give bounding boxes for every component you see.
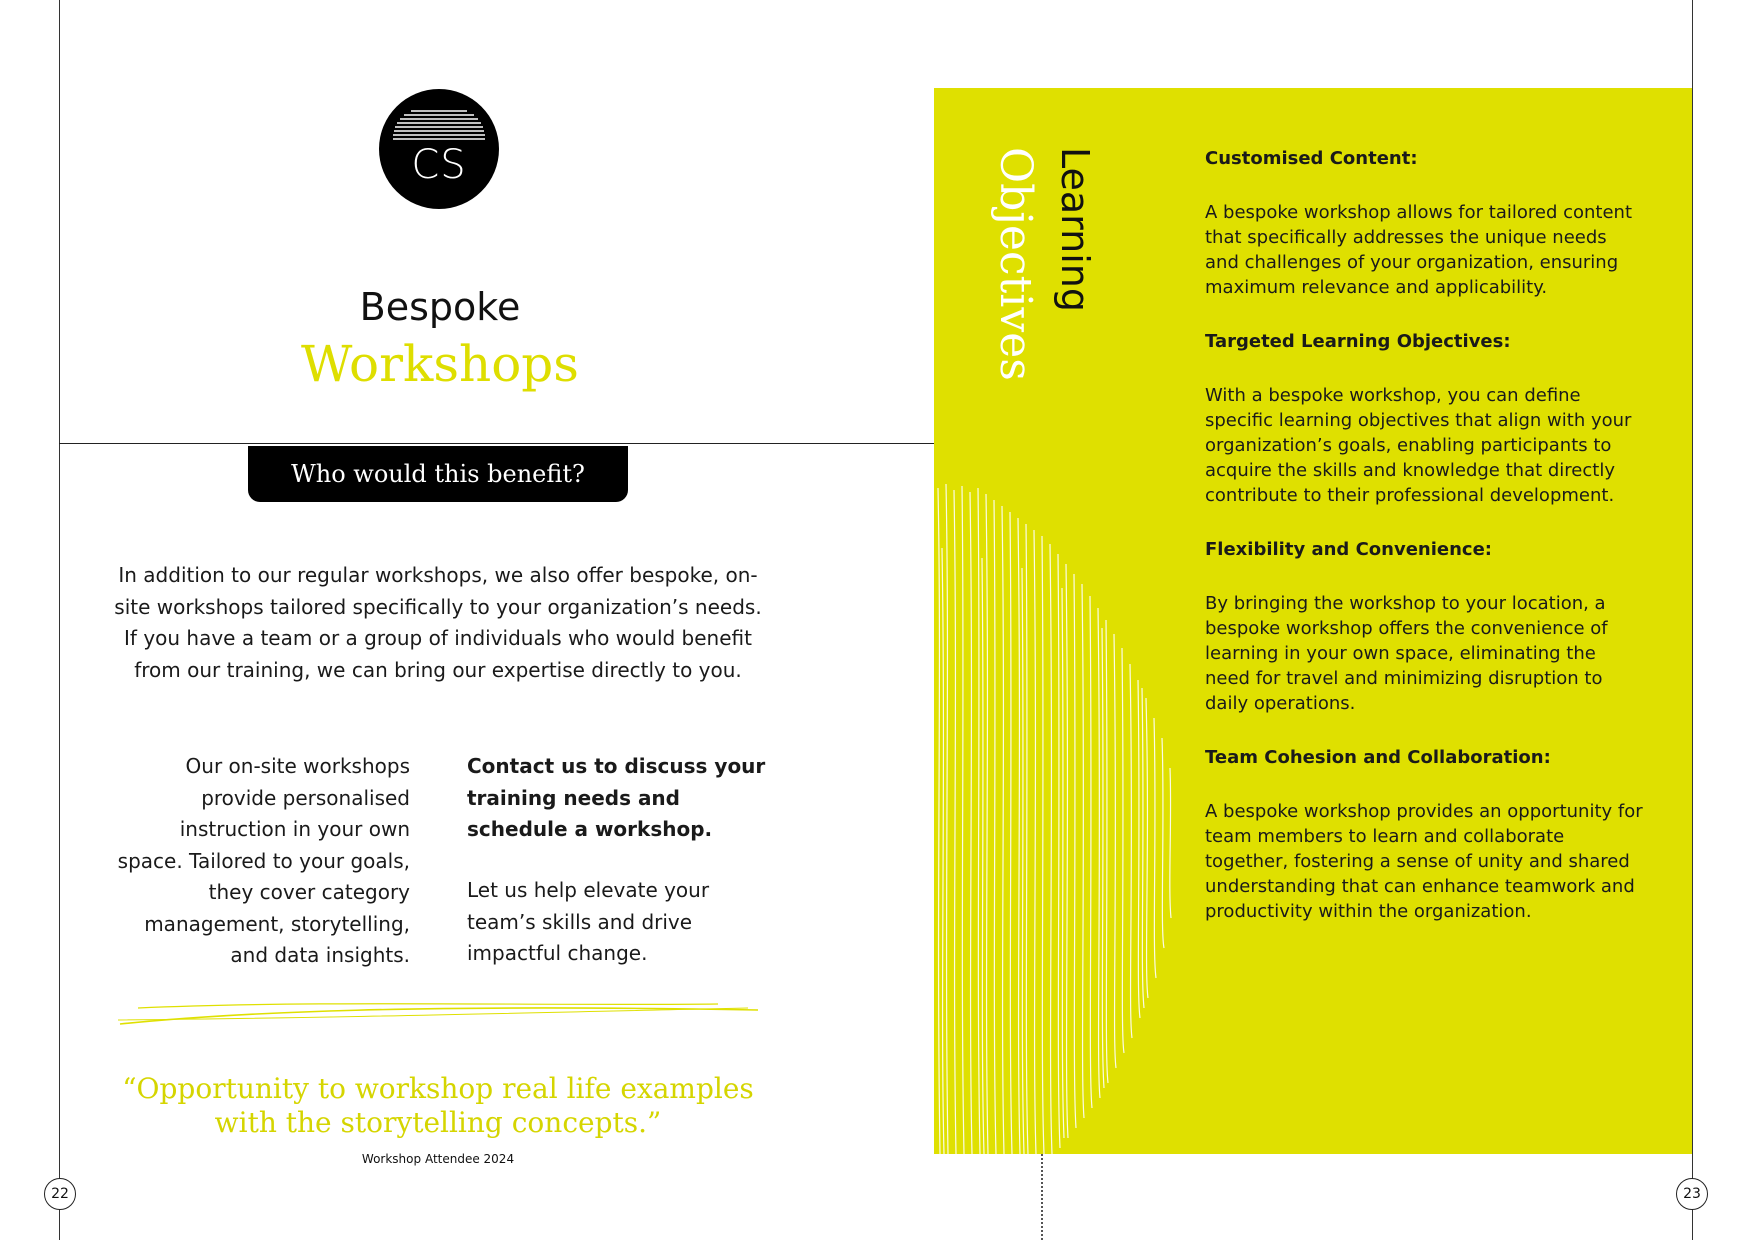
benefit-label: Who would this benefit?: [248, 446, 628, 502]
objective-title: Customised Content:: [1205, 148, 1418, 169]
objective-title: Targeted Learning Objectives:: [1205, 331, 1511, 352]
right-column-text: Let us help elevate your team’s skills and drive impactful change.: [467, 878, 710, 965]
intro-paragraph: In addition to our regular workshops, we also offer bespoke, on-site workshops tailored specifically to your organization’s needs. If you have a team or a group of individuals who would benefit from our training, we can bring our expertise directly to you.: [114, 563, 762, 682]
testimonial-attribution: Workshop Attendee 2024: [361, 1152, 515, 1166]
objective-body: By bringing the workshop to your location, a bespoke workshop offers the convenience of learning in your own space, eliminating the need for travel and minimizing disruption to daily operations.: [1205, 593, 1608, 714]
objective-body: A bespoke workshop provides an opportunity for team members to learn and collaborate together, fostering a sense of unity and shared understanding that can enhance teamwork and productivity within the organization.: [1205, 801, 1643, 922]
logo-text: CS: [411, 142, 467, 188]
page-title: Bespoke: [359, 285, 521, 329]
panel-heading-line1: Learning: [1053, 147, 1097, 312]
page-subtitle: Workshops: [301, 335, 579, 393]
left-margin-line: [59, 0, 60, 1240]
panel-heading-vertical: [985, 147, 1105, 381]
learning-objectives-list: [1205, 146, 1645, 953]
testimonial-quote: “Opportunity to workshop real life examples with the storytelling concepts.”: [122, 1072, 754, 1139]
contact-cta: Contact us to discuss your training needs and schedule a workshop.: [467, 754, 766, 841]
objective-title: Team Cohesion and Collaboration:: [1205, 747, 1551, 768]
panel-heading-line2: Objectives: [990, 147, 1041, 381]
panel-heading: [985, 147, 1105, 407]
cs-logo: [379, 89, 499, 209]
objective-title: Flexibility and Convenience:: [1205, 539, 1492, 560]
section-divider: [59, 443, 1042, 444]
page-number-left: 22: [44, 1178, 76, 1210]
objective-body: With a bespoke workshop, you can define specific learning objectives that align with your organization’s goals, enabling participants to acquire the skills and knowledge that directly contribute to their professional development.: [1205, 385, 1632, 506]
page-number-right: 23: [1676, 1178, 1708, 1210]
objective-body: A bespoke workshop allows for tailored content that specifically addresses the unique needs and challenges of your organization, ensuring maximum relevance and applicability.: [1205, 202, 1633, 298]
left-column-text: Our on-site workshops provide personalised instruction in your own space. Tailored to your goals, they cover category management, storytelling, and data insights.: [117, 754, 410, 967]
decorative-scribble: [118, 998, 763, 1028]
right-margin-line: [1692, 0, 1693, 1240]
